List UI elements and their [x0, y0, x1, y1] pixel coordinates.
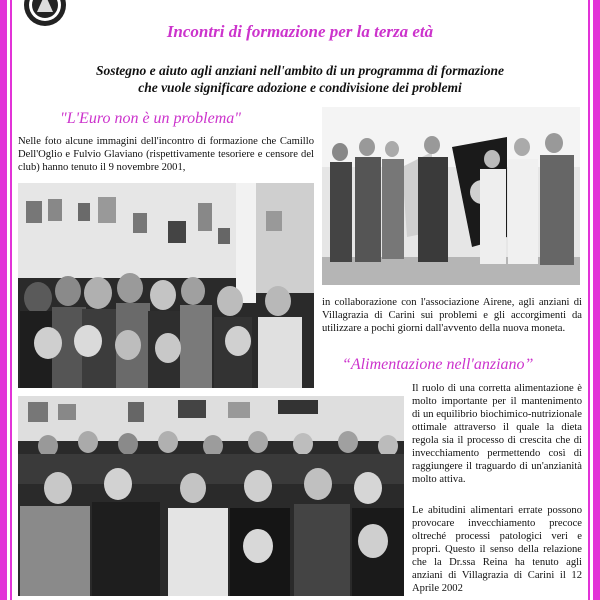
section-euro-continuation: in collaborazione con l'associazione Airene, agli anziani di Villagrazia di Carini sui problemi e gli accorgimenti da utilizzare a pochi giorni dall'avvento della nuova moneta.	[322, 297, 582, 334]
page-border-right-inner	[588, 0, 590, 600]
page-subtitle	[40, 62, 560, 96]
subtitle-line-1: Sostegno e aiuto agli anziani nell'ambito di un programma di formazione	[95, 63, 505, 78]
section-euro-title: "L'Euro non è un problema"	[60, 110, 241, 127]
section-nutrition-title: “Alimentazione nell'anziano”	[342, 356, 534, 373]
section-nutrition-paragraph-2: Le abitudini alimentari errate possono provocare invecchiamento precoce oltreché processi patologici veri e propri. Questo il senso della relazione che la Dr.ssa Reina ha tenuto agli anziani di Villagrazia di Carini il 12 Aprile 2002	[412, 505, 582, 594]
section-nutrition-paragraph-1: Il ruolo di una corretta alimentazione è molto importante per il mantenimento di un equilibrio biochimico-nutrizionale ottimale attraverso il quale la dieta regola sia il processo di crescita che di invecchiamento permettendo così di raggiungere il traguardo di un'anzianità molto attiva.	[412, 383, 582, 485]
photo-audience-nutrition	[18, 396, 404, 596]
page-border-left	[0, 0, 7, 600]
subtitle-line-2: che vuole significare adozione e condivisione dei problemi	[138, 80, 462, 95]
page-border-right	[593, 0, 600, 600]
photo-audience-euro	[18, 183, 314, 388]
page-border-left-inner	[10, 0, 12, 600]
page-title: Incontri di formazione per la terza età	[166, 22, 434, 41]
photo-group-banner	[322, 107, 580, 285]
section-euro-intro: Nelle foto alcune immagini dell'incontro di formazione che Camillo Dell'Oglio e Fulvio Glaviano (rispettivamente tesoriere e censore del club) hanno tenuto il 9 novembre 2001,	[18, 136, 314, 173]
